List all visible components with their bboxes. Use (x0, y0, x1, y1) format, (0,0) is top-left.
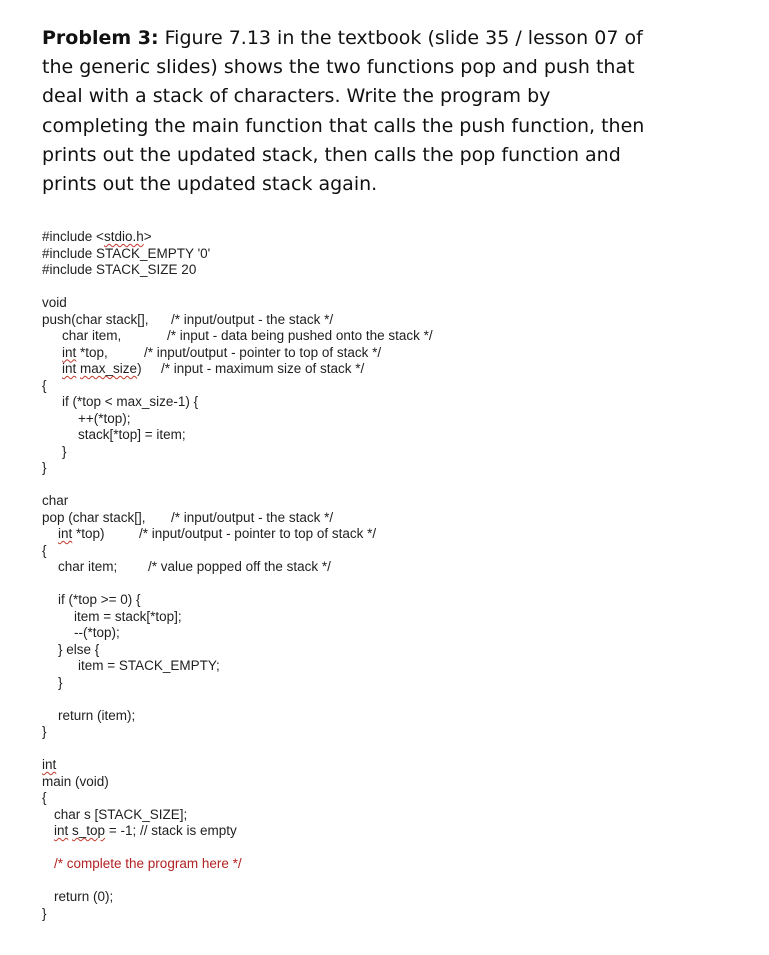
pop-return-type: char (42, 493, 69, 508)
include-stack-size: #include STACK_SIZE 20 (42, 262, 197, 277)
pop-signature: pop (char stack[], /* input/output - the stack */ (42, 509, 334, 525)
push-open-brace: { (42, 377, 47, 393)
problem-line-3: deal with a stack of characters. Write the program by (42, 85, 551, 108)
pop-decrement: --(*top); (74, 625, 120, 640)
pop-close-brace: } (42, 724, 47, 739)
main-complete-comment: /* complete the program here */ (54, 856, 242, 871)
main-open-brace: { (42, 790, 47, 805)
problem-line-2: the generic slides) shows the two functions pop and push that (42, 56, 635, 79)
push-assign: stack[*top] = item; (78, 427, 186, 442)
push-param-top: int *top, /* input/output - pointer to top of stack */ (62, 344, 382, 360)
problem-line-5: prints out the updated stack, then calls the pop function and (42, 143, 621, 166)
pop-if: if (*top >= 0) { (58, 592, 141, 607)
pop-decl: char item; /* value popped off the stack */ (58, 559, 331, 574)
problem-line-6: prints out the updated stack again. (42, 173, 378, 196)
include-stack-empty: #include STACK_EMPTY '0' (42, 245, 211, 261)
pop-else: } else { (58, 641, 100, 657)
pop-return: return (item); (58, 707, 136, 723)
main-decl-stack: char s [STACK_SIZE]; (54, 806, 188, 822)
problem-label: Problem 3: (42, 27, 159, 49)
pop-param-top: int *top) /* input/output - pointer to top of stack */ (58, 526, 377, 541)
push-signature: push(char stack[], /* input/output - the stack */ (42, 311, 334, 327)
push-close-brace: } (42, 460, 47, 475)
problem-statement (42, 24, 742, 199)
main-return-type: int (42, 757, 57, 772)
problem-line-4: completing the main function that calls the push function, then (42, 114, 645, 137)
include-stdio: #include <stdio.h> (42, 229, 152, 244)
main-close-brace: } (42, 905, 47, 921)
main-decl-top: int s_top = -1; // stack is empty (54, 823, 237, 838)
pop-item-assign: item = stack[*top]; (74, 608, 182, 624)
pop-open-brace: { (42, 542, 47, 558)
pop-empty-assign: item = STACK_EMPTY; (78, 658, 220, 673)
push-param-max: int max_size) /* input - maximum size of stack */ (62, 361, 365, 376)
main-signature: main (void) (42, 773, 109, 789)
main-return: return (0); (54, 889, 114, 904)
push-increment: ++(*top); (78, 410, 131, 426)
code-block (42, 229, 742, 922)
push-return-type: void (42, 295, 67, 310)
push-param-item: char item, /* input - data being pushed onto the stack */ (62, 328, 433, 343)
problem-line-1: Problem 3: Figure 7.13 in the textbook (slide 35 / lesson 07 of (42, 27, 643, 49)
push-close-if: } (62, 443, 67, 459)
pop-close-if: } (58, 674, 63, 690)
push-if: if (*top < max_size-1) { (62, 394, 199, 409)
